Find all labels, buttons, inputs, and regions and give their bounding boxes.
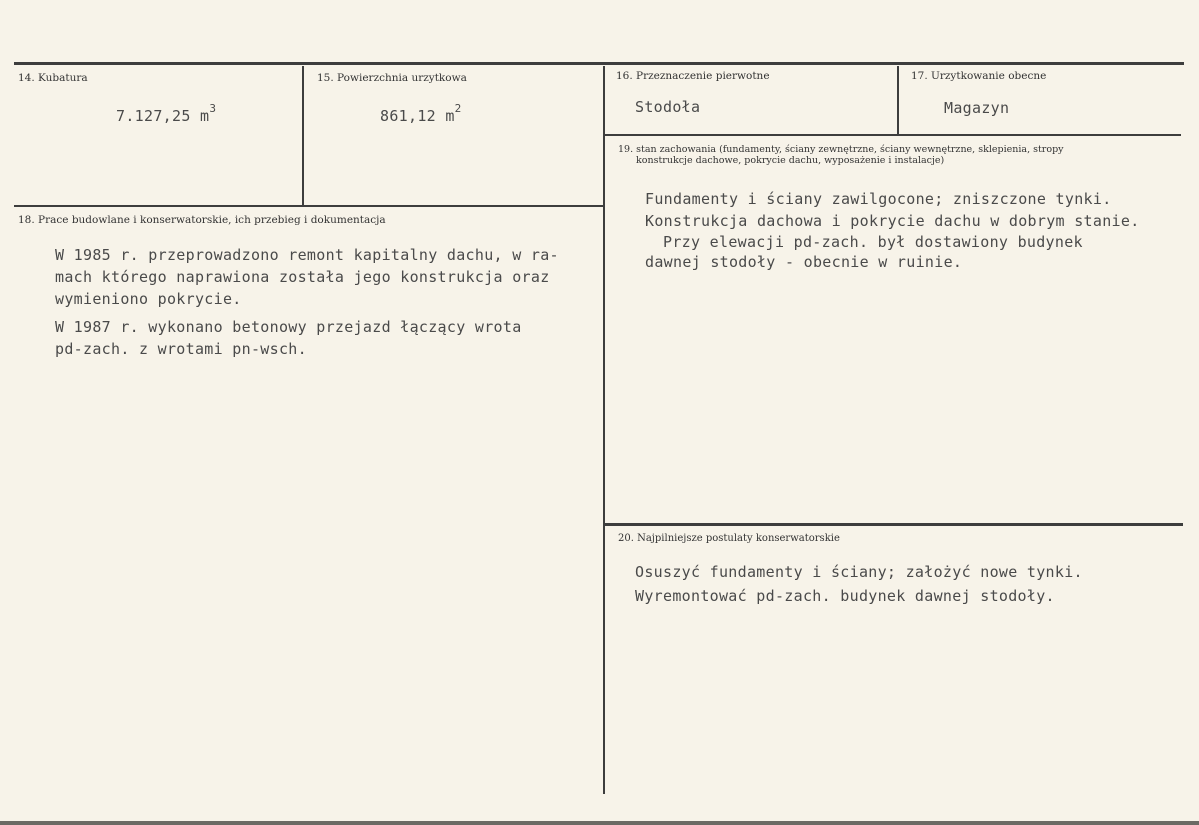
section-15-value	[380, 102, 462, 125]
section-19-label-line: 19. stan zachowania (fundamenty, ściany zewnętrzne, ściany wewnętrzne, sklepienia, stropy	[618, 144, 1064, 155]
rule-above-20	[604, 523, 1183, 526]
section-19-line: Fundamenty i ściany zawilgocone; zniszczone tynki.	[645, 190, 1112, 208]
section-19-label	[618, 144, 1178, 166]
section-20-line: Osuszyć fundamenty i ściany; założyć nowe tynki.	[635, 563, 1083, 581]
section-19-line: Konstrukcja dachowa i pokrycie dachu w dobrym stanie.	[645, 212, 1140, 230]
section-14-label: 14. Kubatura	[18, 72, 88, 84]
section-18-line: wymieniono pokrycie.	[55, 290, 242, 308]
section-19-line: Przy elewacji pd-zach. był dostawiony budynek	[663, 233, 1083, 251]
rule-below-14-15	[14, 205, 604, 207]
divider-center	[603, 66, 605, 794]
section-16-label: 16. Przeznaczenie pierwotne	[616, 70, 770, 82]
section-15-label: 15. Powierzchnia urzytkowa	[317, 72, 467, 84]
divider-14-15	[302, 66, 304, 206]
section-18-line: pd-zach. z wrotami pn-wsch.	[55, 340, 307, 358]
section-17-value: Magazyn	[944, 99, 1010, 117]
top-rule-right	[604, 62, 1184, 65]
section-18-line: W 1985 r. przeprowadzono remont kapitalny dachu, w ra-	[55, 246, 559, 264]
section-20-text	[635, 560, 1083, 608]
section-19-text	[645, 188, 1140, 272]
section-20-label: 20. Najpilniejsze postulaty konserwatorskie	[618, 533, 840, 544]
section-19-label-line: konstrukcje dachowe, pokrycie dachu, wyposażenie i instalacje)	[636, 155, 945, 166]
section-18-label: 18. Prace budowlane i konserwatorskie, ich przebieg i dokumentacja	[18, 214, 386, 226]
kubatura-unit-exponent: 3	[209, 102, 217, 115]
section-18-text	[55, 244, 559, 360]
section-14-value	[116, 102, 217, 125]
divider-16-17	[897, 66, 899, 134]
section-18-line: mach którego naprawiona została jego konstrukcja oraz	[55, 268, 550, 286]
top-rule-left	[14, 62, 604, 65]
rule-below-16-17	[604, 134, 1181, 136]
area-unit-exponent: 2	[454, 102, 462, 115]
section-17-label: 17. Urzytkowanie obecne	[911, 70, 1047, 82]
section-18-line: W 1987 r. wykonano betonowy przejazd łączący wrota	[55, 318, 522, 336]
section-20-line: Wyremontować pd-zach. budynek dawnej stodoły.	[635, 587, 1055, 605]
section-19-line: dawnej stodoły - obecnie w ruinie.	[645, 253, 963, 271]
kubatura-value: 7.127,25 m	[116, 107, 210, 125]
area-value: 861,12 m	[380, 107, 455, 125]
section-16-value: Stodoła	[635, 98, 701, 116]
